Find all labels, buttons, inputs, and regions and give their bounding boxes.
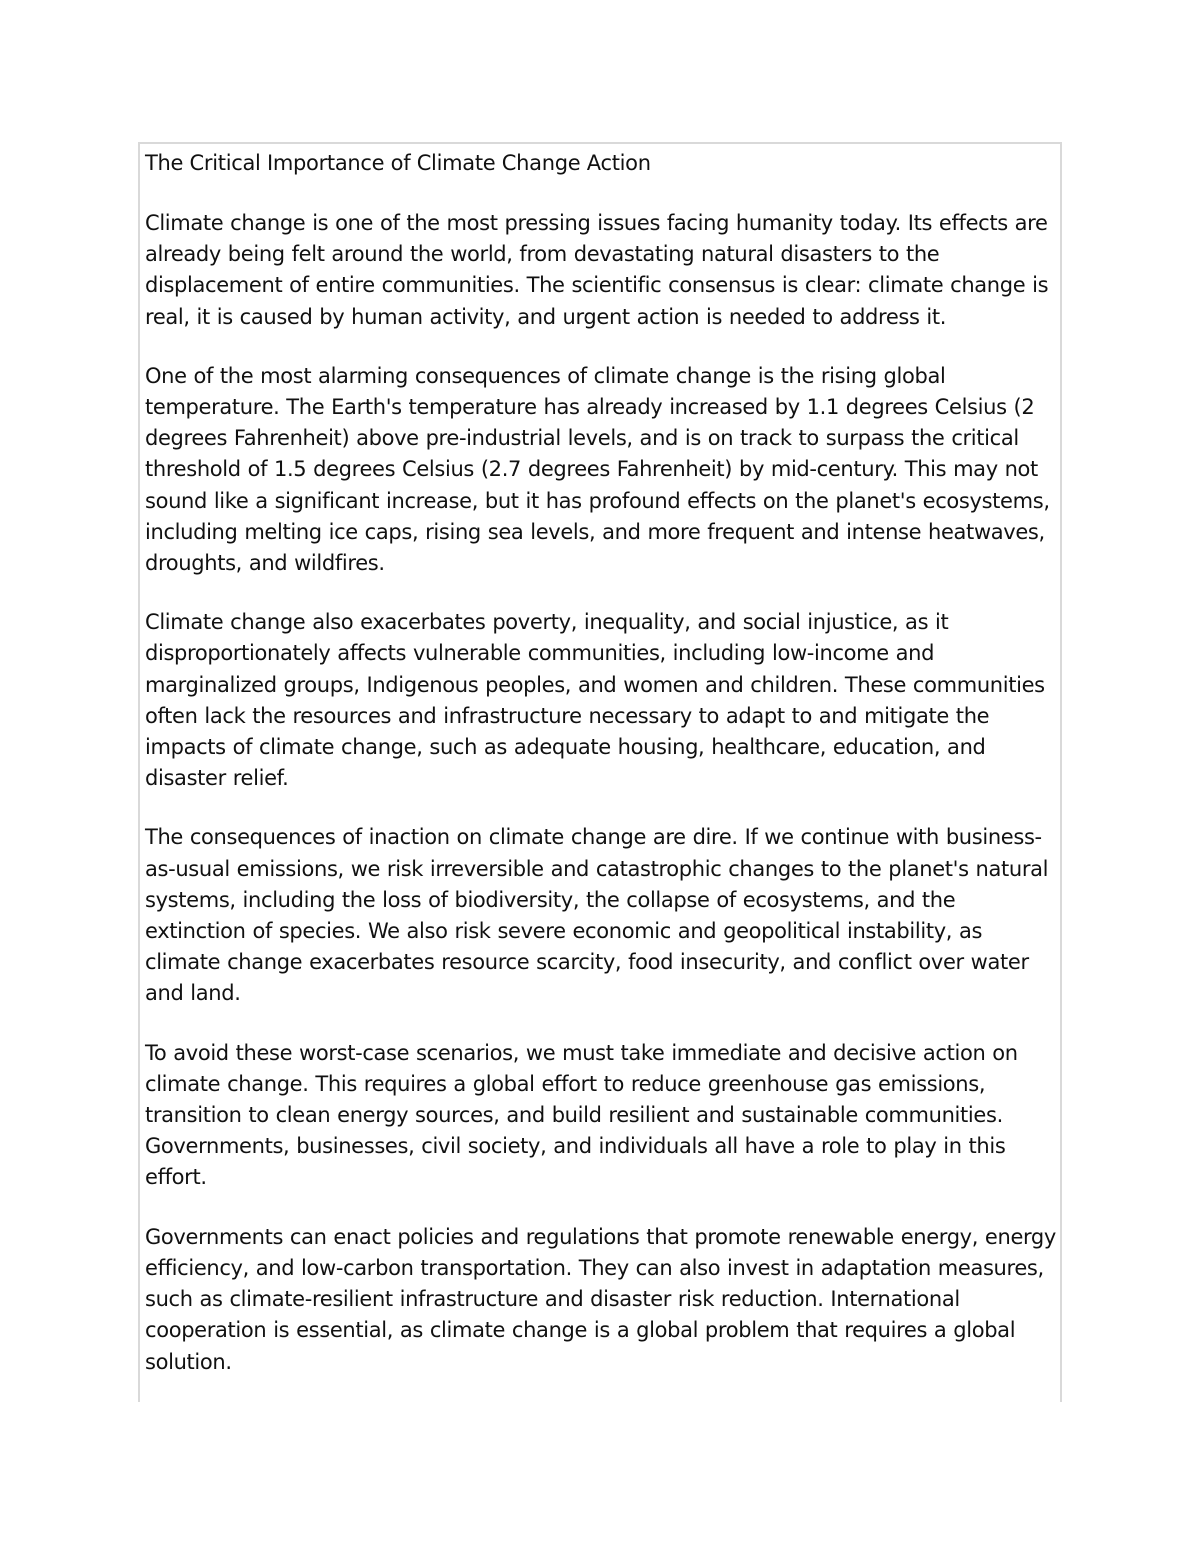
document-paragraph: One of the most alarming consequences of climate change is the rising global temperature. The Earth's temperature has already increased by 1.1 degrees Celsius (2 degrees Fahrenheit) above pre-industrial levels, and is on track to surpass the critical threshold of 1.5 degrees Celsius (2.7 degrees Fahrenheit) by mid-century. This may not sound like a significant increase, but it has profound effects on the planet's ecosystems, including melting ice caps, rising sea levels, and more frequent and intense heatwaves, droughts, and wildfires. (145, 363, 1050, 576)
document-page (138, 142, 1062, 1402)
document-paragraph: To avoid these worst-case scenarios, we must take immediate and decisive action on climate change. This requires a global effort to reduce greenhouse gas emissions, transition to clean energy sources, and build resilient and sustainable communities. Governments, businesses, civil society, and individuals all have a role to play in this effort. (145, 1040, 1018, 1190)
document-title: The Critical Importance of Climate Change Action (145, 151, 651, 175)
document-paragraph: Climate change also exacerbates poverty, inequality, and social injustice, as it disproportionately affects vulnerable communities, including low-income and marginalized groups, Indigenous peoples, and women and children. These communities often lack the resources and infrastructure necessary to adapt to and mitigate the impacts of climate change, such as adequate housing, healthcare, education, and disaster relief. (145, 610, 1045, 791)
document-paragraph: Governments can enact policies and regulations that promote renewable energy, energy efficiency, and low-carbon transportation. They can also invest in adaptation measures, such as climate-resilient infrastructure and disaster risk reduction. International cooperation is essential, as climate change is a global problem that requires a global solution. (145, 1224, 1056, 1374)
document-paragraph: Climate change is one of the most pressing issues facing humanity today. Its effects are already being felt around the world, from devastating natural disasters to the displacement of entire communities. The scientific consensus is clear: climate change is real, it is caused by human activity, and urgent action is needed to address it. (145, 211, 1049, 329)
document-paragraph: The consequences of inaction on climate change are dire. If we continue with business-as-usual emissions, we risk irreversible and catastrophic changes to the planet's natural systems, including the loss of biodiversity, the collapse of ecosystems, and the extinction of species. We also risk severe economic and geopolitical instability, as climate change exacerbates resource scarcity, food insecurity, and conflict over water and land. (145, 825, 1049, 1006)
